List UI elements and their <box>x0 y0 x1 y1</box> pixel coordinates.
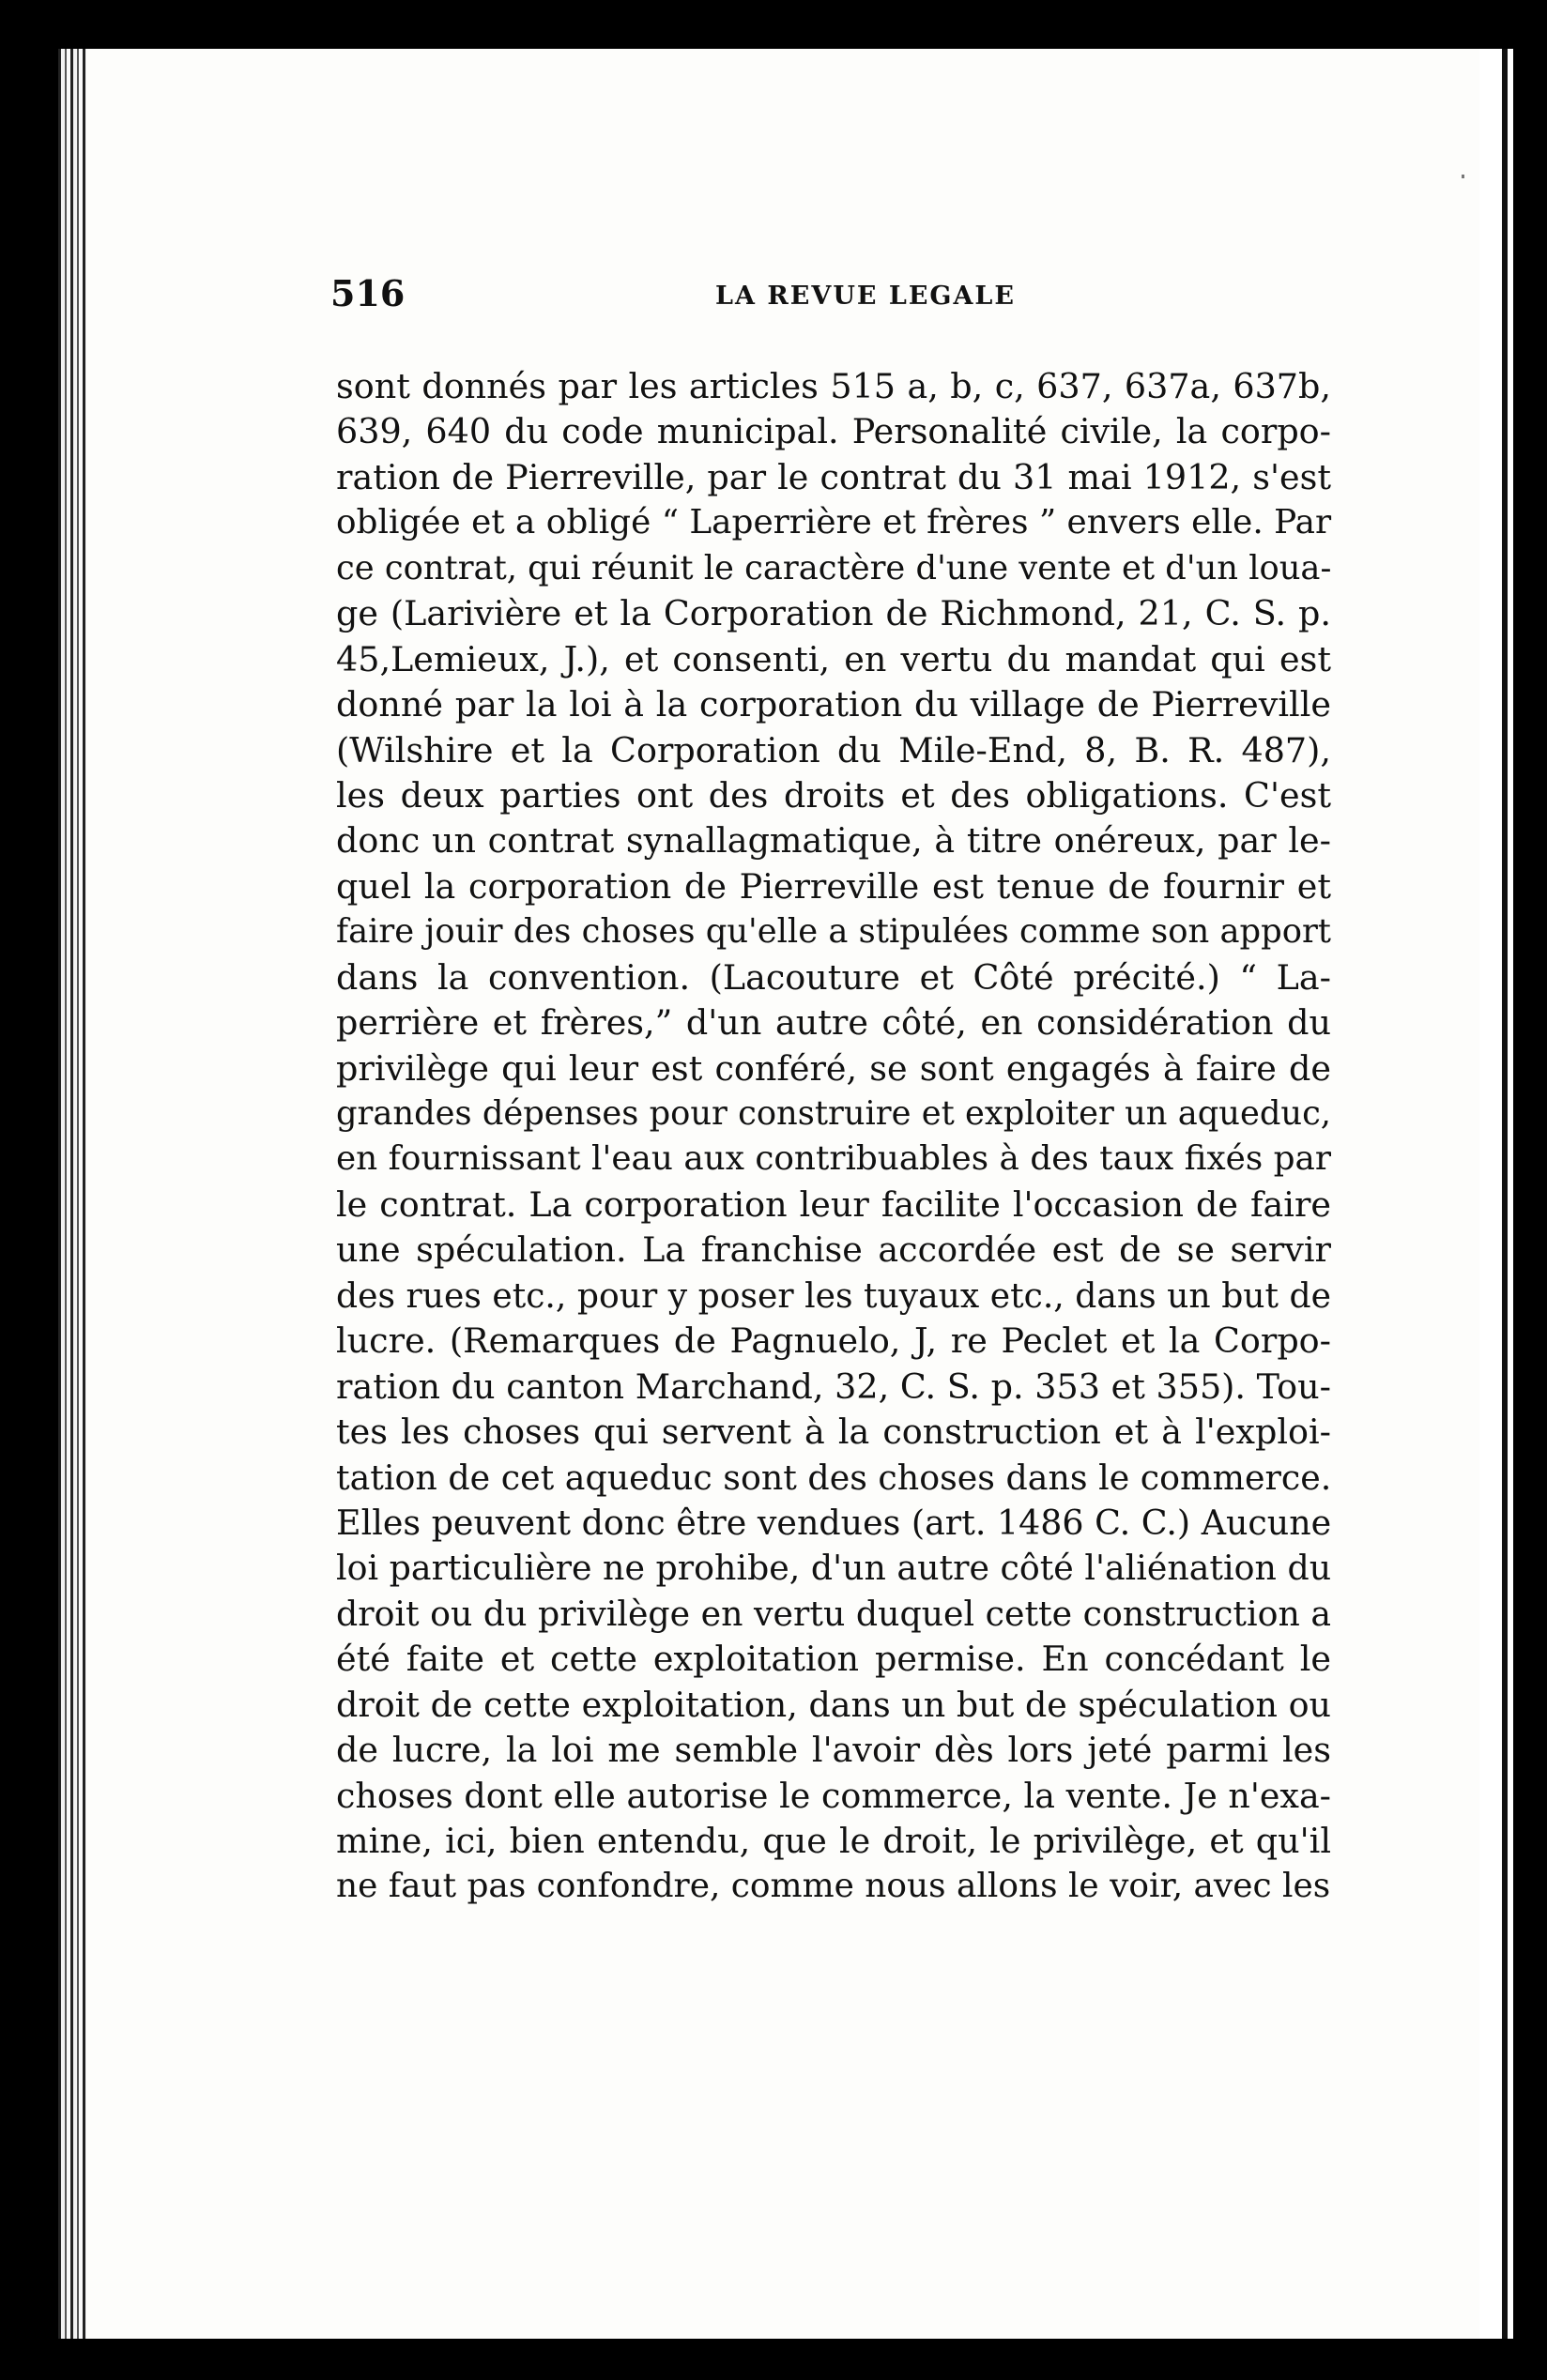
page-gutter <box>58 49 86 2339</box>
text-line: choses dont elle autorise le commerce, la vente. Je n'exa- <box>336 1775 1331 1816</box>
text-line: grandes dépenses pour construire et exploiter un aqueduc, <box>336 1094 1331 1133</box>
text-line: lucre. (Remarques de Pagnuelo, J, re Peclet et la Corpo- <box>336 1320 1331 1362</box>
running-head: LA REVUE LEGALE <box>715 282 1016 311</box>
text-line: 639, 640 du code municipal. Personalité civile, la corpo- <box>336 411 1331 452</box>
text-line: sont donnés par les articles 515 a, b, c, 637, 637a, 637b, <box>336 366 1331 406</box>
text-line: donc un contrat synallagmatique, à titre onéreux, par le- <box>336 820 1331 862</box>
text-line: mine, ici, bien entendu, que le droit, le privilège, et qu'il <box>336 1821 1331 1861</box>
text-line: ration de Pierreville, par le contrat du 31 mai 1912, s'est <box>336 456 1331 497</box>
page-number: 516 <box>330 272 406 314</box>
text-line: obligée et a obligé “ Laperrière et frères ” envers elle. Par <box>336 503 1332 542</box>
body-text <box>336 364 1331 1910</box>
scan-speck <box>1462 175 1464 178</box>
text-line: quel la corporation de Pierreville est tenue de fournir et <box>336 865 1331 907</box>
text-line: ge (Larivière et la Corporation de Richmond, 21, C. S. p. <box>336 593 1331 634</box>
text-line: 45,Lemieux, J.), et consenti, en vertu du mandat qui est <box>336 638 1331 679</box>
text-line: tes les choses qui servent à la construction et à l'exploi- <box>336 1411 1331 1453</box>
text-line: les deux parties ont des droits et des obligations. C'est <box>336 774 1331 816</box>
text-line: des rues etc., pour y poser les tuyaux etc., dans un but de <box>336 1275 1331 1316</box>
text-line: de lucre, la loi me semble l'avoir dès lors jeté parmi les <box>336 1730 1331 1771</box>
text-line: privilège qui leur est conféré, se sont engagés à faire de <box>336 1047 1331 1089</box>
text-line: ne faut pas confondre, comme nous allons le voir, avec les <box>336 1867 1331 1906</box>
text-line: droit de cette exploitation, dans un but de spéculation ou <box>336 1684 1331 1725</box>
text-line: faire jouir des choses qu'elle a stipulées comme son apport <box>336 912 1331 952</box>
page-header <box>330 272 1016 328</box>
text-line: perrière et frères,” d'un autre côté, en considération du <box>336 1002 1331 1044</box>
page-edge <box>1479 49 1521 2339</box>
text-line: loi particulière ne prohibe, d'un autre côté l'aliénation du <box>336 1548 1332 1589</box>
text-line: tation de cet aqueduc sont des choses dans le commerce. <box>336 1457 1332 1498</box>
text-line: en fournissant l'eau aux contribuables à des taux fixés par <box>336 1139 1331 1179</box>
text-line: ration du canton Marchand, 32, C. S. p. 353 et 355). Tou- <box>336 1365 1331 1407</box>
text-line: Elles peuvent donc être vendues (art. 1486 C. C.) Aucune <box>336 1502 1332 1543</box>
text-line: dans la convention. (Lacouture et Côté précité.) “ La- <box>336 956 1331 998</box>
text-line: une spéculation. La franchise accordée est de se servir <box>336 1229 1331 1271</box>
text-line: droit ou du privilège en vertu duquel cette construction a <box>336 1593 1331 1634</box>
text-line: été faite et cette exploitation permise. En concédant le <box>336 1639 1331 1680</box>
text-line: donné par la loi à la corporation du village de Pierreville <box>336 684 1331 725</box>
text-line: ce contrat, qui réunit le caractère d'une vente et d'un loua- <box>336 548 1332 587</box>
text-line: (Wilshire et la Corporation du Mile-End, 8, B. R. 487), <box>336 729 1331 770</box>
text-line: le contrat. La corporation leur facilite l'occasion de faire <box>336 1183 1331 1225</box>
